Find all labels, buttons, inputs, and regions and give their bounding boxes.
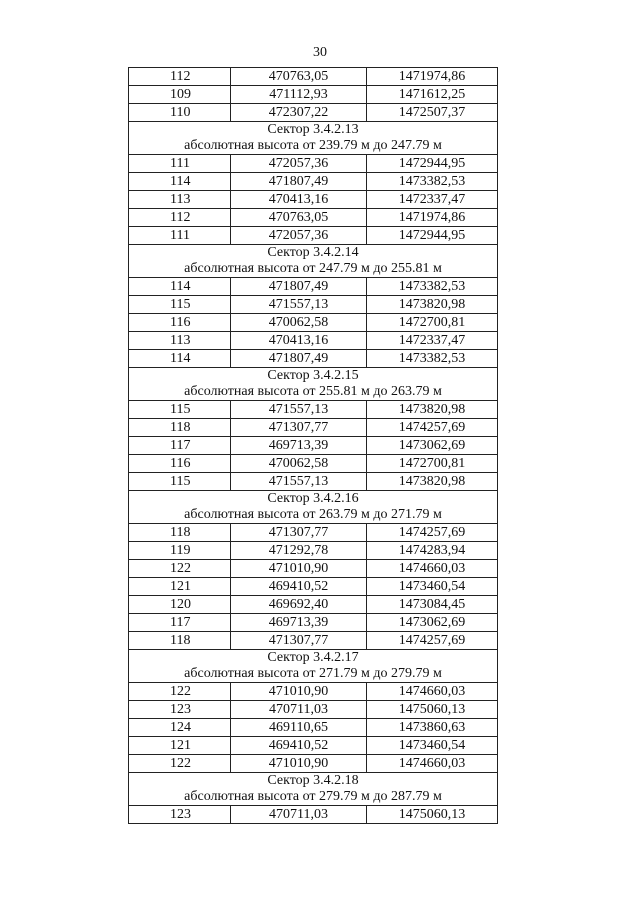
point-number-cell: 116 xyxy=(129,314,231,332)
table-row xyxy=(129,719,498,737)
sector-altitude: абсолютная высота от 239.79 м до 247.79 м xyxy=(184,138,442,153)
sector-header xyxy=(129,245,498,278)
point-number-cell: 118 xyxy=(129,419,231,437)
table-row xyxy=(129,437,498,455)
y-coordinate-cell: 1473382,53 xyxy=(367,173,498,191)
sector-altitude: абсолютная высота от 279.79 м до 287.79 м xyxy=(184,789,442,804)
sector-header-row xyxy=(129,773,498,806)
x-coordinate-cell: 469713,39 xyxy=(231,614,367,632)
x-coordinate-cell: 471557,13 xyxy=(231,296,367,314)
sector-title: Сектор 3.4.2.16 xyxy=(267,491,359,506)
sector-header-row xyxy=(129,245,498,278)
y-coordinate-cell: 1473460,54 xyxy=(367,737,498,755)
point-number-cell: 113 xyxy=(129,332,231,350)
point-number-cell: 120 xyxy=(129,596,231,614)
table-row xyxy=(129,155,498,173)
y-coordinate-cell: 1473382,53 xyxy=(367,350,498,368)
point-number-cell: 114 xyxy=(129,278,231,296)
y-coordinate-cell: 1474257,69 xyxy=(367,419,498,437)
point-number-cell: 118 xyxy=(129,632,231,650)
point-number-cell: 116 xyxy=(129,455,231,473)
sector-title: Сектор 3.4.2.18 xyxy=(267,773,359,788)
y-coordinate-cell: 1474283,94 xyxy=(367,542,498,560)
x-coordinate-cell: 469410,52 xyxy=(231,737,367,755)
sector-altitude: абсолютная высота от 255.81 м до 263.79 м xyxy=(184,384,442,399)
y-coordinate-cell: 1472337,47 xyxy=(367,332,498,350)
y-coordinate-cell: 1471974,86 xyxy=(367,68,498,86)
x-coordinate-cell: 469713,39 xyxy=(231,437,367,455)
x-coordinate-cell: 471010,90 xyxy=(231,755,367,773)
sector-altitude: абсолютная высота от 263.79 м до 271.79 м xyxy=(184,507,442,522)
point-number-cell: 115 xyxy=(129,296,231,314)
table-row xyxy=(129,209,498,227)
table-row xyxy=(129,314,498,332)
y-coordinate-cell: 1473820,98 xyxy=(367,473,498,491)
sector-header xyxy=(129,122,498,155)
point-number-cell: 122 xyxy=(129,683,231,701)
table-row xyxy=(129,632,498,650)
point-number-cell: 115 xyxy=(129,473,231,491)
point-number-cell: 122 xyxy=(129,755,231,773)
x-coordinate-cell: 471112,93 xyxy=(231,86,367,104)
y-coordinate-cell: 1473820,98 xyxy=(367,296,498,314)
point-number-cell: 121 xyxy=(129,737,231,755)
x-coordinate-cell: 471307,77 xyxy=(231,632,367,650)
point-number-cell: 111 xyxy=(129,227,231,245)
y-coordinate-cell: 1472507,37 xyxy=(367,104,498,122)
table-row xyxy=(129,683,498,701)
x-coordinate-cell: 471557,13 xyxy=(231,473,367,491)
x-coordinate-cell: 470711,03 xyxy=(231,806,367,824)
sector-header xyxy=(129,491,498,524)
sector-altitude: абсолютная высота от 271.79 м до 279.79 м xyxy=(184,666,442,681)
sector-header-row xyxy=(129,650,498,683)
table-row xyxy=(129,332,498,350)
point-number-cell: 123 xyxy=(129,806,231,824)
table-row xyxy=(129,737,498,755)
sector-title: Сектор 3.4.2.15 xyxy=(267,368,359,383)
x-coordinate-cell: 469410,52 xyxy=(231,578,367,596)
table-row xyxy=(129,701,498,719)
sector-header-row xyxy=(129,122,498,155)
x-coordinate-cell: 469692,40 xyxy=(231,596,367,614)
y-coordinate-cell: 1474660,03 xyxy=(367,755,498,773)
table-row xyxy=(129,542,498,560)
x-coordinate-cell: 470413,16 xyxy=(231,332,367,350)
point-number-cell: 123 xyxy=(129,701,231,719)
table-row xyxy=(129,227,498,245)
point-number-cell: 112 xyxy=(129,209,231,227)
y-coordinate-cell: 1473382,53 xyxy=(367,278,498,296)
point-number-cell: 119 xyxy=(129,542,231,560)
point-number-cell: 122 xyxy=(129,560,231,578)
point-number-cell: 109 xyxy=(129,86,231,104)
table-row xyxy=(129,104,498,122)
table-row xyxy=(129,401,498,419)
table-row xyxy=(129,350,498,368)
coordinates-table-body xyxy=(129,68,498,824)
y-coordinate-cell: 1473062,69 xyxy=(367,437,498,455)
table-row xyxy=(129,455,498,473)
sector-header xyxy=(129,368,498,401)
point-number-cell: 115 xyxy=(129,401,231,419)
point-number-cell: 114 xyxy=(129,350,231,368)
x-coordinate-cell: 471807,49 xyxy=(231,173,367,191)
x-coordinate-cell: 471292,78 xyxy=(231,542,367,560)
sector-header-row xyxy=(129,491,498,524)
table-row xyxy=(129,278,498,296)
y-coordinate-cell: 1473062,69 xyxy=(367,614,498,632)
table-row xyxy=(129,473,498,491)
table-row xyxy=(129,86,498,104)
table-row xyxy=(129,560,498,578)
y-coordinate-cell: 1475060,13 xyxy=(367,701,498,719)
x-coordinate-cell: 470711,03 xyxy=(231,701,367,719)
y-coordinate-cell: 1474660,03 xyxy=(367,683,498,701)
point-number-cell: 124 xyxy=(129,719,231,737)
point-number-cell: 117 xyxy=(129,614,231,632)
y-coordinate-cell: 1475060,13 xyxy=(367,806,498,824)
page-number: 30 xyxy=(313,45,327,60)
y-coordinate-cell: 1471974,86 xyxy=(367,209,498,227)
table-row xyxy=(129,578,498,596)
point-number-cell: 110 xyxy=(129,104,231,122)
table-row xyxy=(129,296,498,314)
sector-header xyxy=(129,773,498,806)
y-coordinate-cell: 1473460,54 xyxy=(367,578,498,596)
sector-title: Сектор 3.4.2.13 xyxy=(267,122,359,137)
y-coordinate-cell: 1472700,81 xyxy=(367,314,498,332)
point-number-cell: 121 xyxy=(129,578,231,596)
y-coordinate-cell: 1472944,95 xyxy=(367,155,498,173)
y-coordinate-cell: 1471612,25 xyxy=(367,86,498,104)
table-row xyxy=(129,614,498,632)
x-coordinate-cell: 472057,36 xyxy=(231,227,367,245)
x-coordinate-cell: 471010,90 xyxy=(231,560,367,578)
x-coordinate-cell: 471557,13 xyxy=(231,401,367,419)
x-coordinate-cell: 469110,65 xyxy=(231,719,367,737)
x-coordinate-cell: 470763,05 xyxy=(231,68,367,86)
y-coordinate-cell: 1473860,63 xyxy=(367,719,498,737)
x-coordinate-cell: 470763,05 xyxy=(231,209,367,227)
table-row xyxy=(129,596,498,614)
x-coordinate-cell: 472057,36 xyxy=(231,155,367,173)
point-number-cell: 111 xyxy=(129,155,231,173)
point-number-cell: 118 xyxy=(129,524,231,542)
y-coordinate-cell: 1474257,69 xyxy=(367,524,498,542)
coordinates-table xyxy=(128,67,498,824)
x-coordinate-cell: 471307,77 xyxy=(231,419,367,437)
sector-header-row xyxy=(129,368,498,401)
y-coordinate-cell: 1472337,47 xyxy=(367,191,498,209)
point-number-cell: 113 xyxy=(129,191,231,209)
table-row xyxy=(129,419,498,437)
y-coordinate-cell: 1473084,45 xyxy=(367,596,498,614)
y-coordinate-cell: 1474257,69 xyxy=(367,632,498,650)
y-coordinate-cell: 1472700,81 xyxy=(367,455,498,473)
y-coordinate-cell: 1472944,95 xyxy=(367,227,498,245)
x-coordinate-cell: 471807,49 xyxy=(231,350,367,368)
sector-title: Сектор 3.4.2.14 xyxy=(267,245,359,260)
table-row xyxy=(129,524,498,542)
point-number-cell: 117 xyxy=(129,437,231,455)
x-coordinate-cell: 470062,58 xyxy=(231,314,367,332)
y-coordinate-cell: 1473820,98 xyxy=(367,401,498,419)
table-row xyxy=(129,755,498,773)
sector-header xyxy=(129,650,498,683)
point-number-cell: 114 xyxy=(129,173,231,191)
table-row xyxy=(129,191,498,209)
sector-title: Сектор 3.4.2.17 xyxy=(267,650,359,665)
table-row xyxy=(129,68,498,86)
point-number-cell: 112 xyxy=(129,68,231,86)
x-coordinate-cell: 470062,58 xyxy=(231,455,367,473)
sector-altitude: абсолютная высота от 247.79 м до 255.81 м xyxy=(184,261,442,276)
x-coordinate-cell: 471010,90 xyxy=(231,683,367,701)
x-coordinate-cell: 471807,49 xyxy=(231,278,367,296)
x-coordinate-cell: 470413,16 xyxy=(231,191,367,209)
table-row xyxy=(129,806,498,824)
x-coordinate-cell: 471307,77 xyxy=(231,524,367,542)
y-coordinate-cell: 1474660,03 xyxy=(367,560,498,578)
x-coordinate-cell: 472307,22 xyxy=(231,104,367,122)
table-row xyxy=(129,173,498,191)
